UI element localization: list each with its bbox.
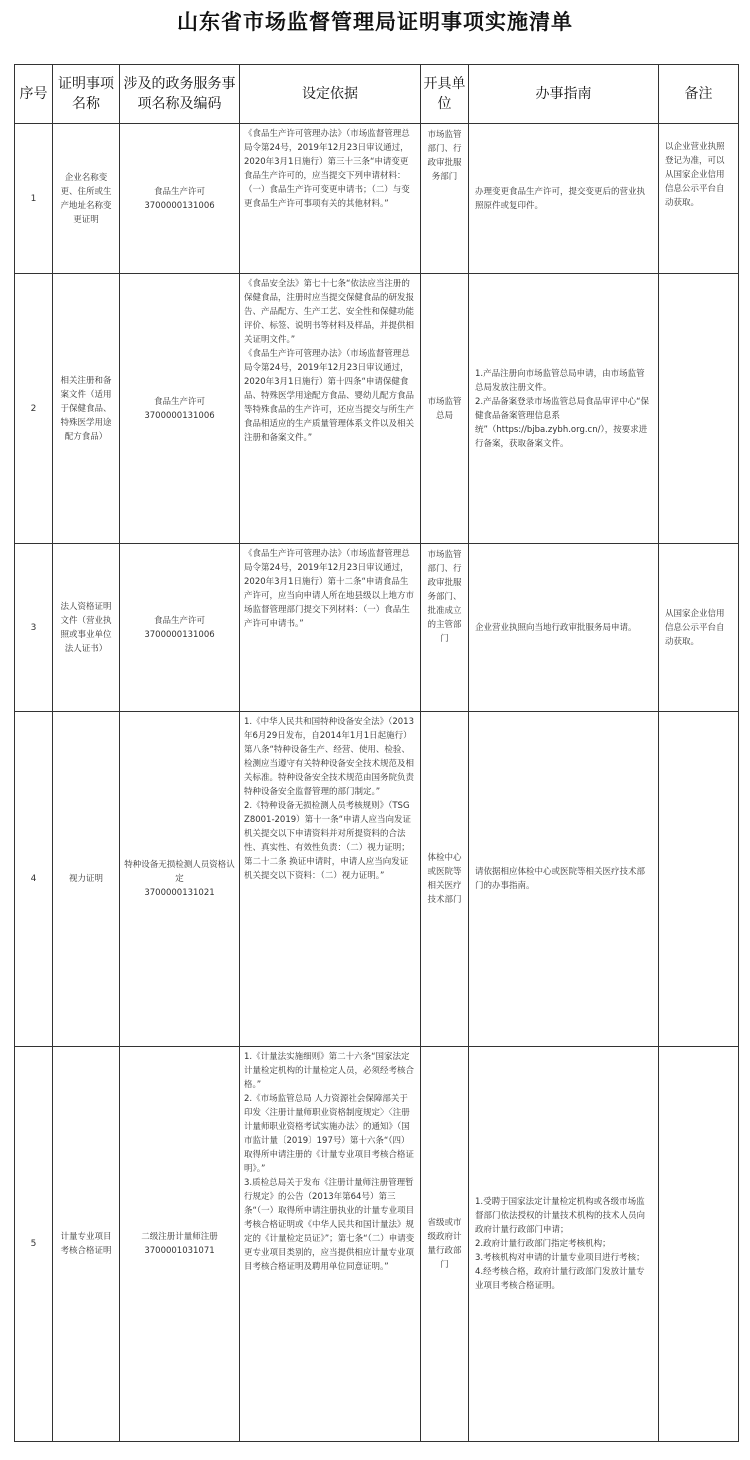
row-basis: 《食品安全法》第七十七条“依法应当注册的保健食品，注册时应当提交保健食品的研发报告、产品配方、生产工艺、安全性和保健功能评价、标签、说明书等材料及样品，并提供相关证明文件。” 《食品生产许可管理办法》（市场监督管理总局令第24号，2019年12月23日审议通过，2020年3月1日施行）第十四条“申请保健食品、特殊医学用途配方食品、婴幼儿配方食品等特殊食品的生产许可，还应当提交与所生产食品相适应的生产质量管理体系文件以及相关注册和备案文件。” <box>240 274 421 544</box>
header-service: 涉及的政务服务事项名称及编码 <box>120 65 240 124</box>
row-guide: 企业营业执照向当地行政审批服务局申请。 <box>469 544 659 712</box>
row-name: 法人资格证明文件（营业执照或事业单位法人证书） <box>53 544 120 712</box>
row-note <box>659 274 739 544</box>
table-row <box>15 124 739 274</box>
row-seq: 1 <box>15 124 53 274</box>
row-basis: 1.《中华人民共和国特种设备安全法》（2013年6月29日发布，自2014年1月1日起施行）第八条“特种设备生产、经营、使用、检验、检测应当遵守有关特种设备安全技术规范及相关标准。特种设备安全技术规范由国务院负责特种设备安全监督管理的部门制定。” 2.《特种设备无损检测人员考核规则》（TSG Z8001-2019）第十一条“申请人应当向发证机关提交以下申请资料并对所提资料的合法性、真实性、有效性负责：（二）视力证明；第二十二条 换证申请时，申请人应当向发证机关提交以下资料：（二）视力证明。” <box>240 712 421 1047</box>
row-basis: 1.《计量法实施细则》第二十六条“国家法定计量检定机构的计量检定人员，必须经考核合格。” 2.《市场监管总局 人力资源社会保障部关于印发〈注册计量师职业资格制度规定〉〈注册计量师职业资格考试实施办法〉的通知》（国市监计量〔2019〕197号）第十六条“（四）取得所申请注册的《计量专业项目考核合格证明》。” 3.质检总局关于发布《注册计量师注册管理暂行规定》的公告（2013年第64号）第三条“（一）取得所申请注册执业的计量专业项目考核合格证明或《中华人民共和国计量法》规定的《计量检定员证》”；第七条“（二）申请变更专业项目类别的，应当提供相应计量专业项目考核合格证明及聘用单位同意证明。” <box>240 1047 421 1442</box>
certificate-list-table <box>14 64 739 1442</box>
row-name: 相关注册和备案文件（适用于保健食品、特殊医学用途配方食品） <box>53 274 120 544</box>
row-basis: 《食品生产许可管理办法》（市场监督管理总局令第24号，2019年12月23日审议通过，2020年3月1日施行）第十二条“申请食品生产许可，应当向申请人所在地县级以上地方市场监督管理部门提交下列材料：（一）食品生产许可申请书。” <box>240 544 421 712</box>
row-name: 计量专业项目考核合格证明 <box>53 1047 120 1442</box>
table-header-row <box>15 65 739 124</box>
row-seq: 4 <box>15 712 53 1047</box>
page-title: 山东省市场监督管理局证明事项实施清单 <box>177 9 573 34</box>
row-guide: 1.受聘于国家法定计量检定机构或各级市场监督部门依法授权的计量技术机构的技术人员向政府计量行政部门申请； 2.政府计量行政部门指定考核机构； 3.考核机构对申请的计量专业项目进行考核； 4.经考核合格，政府计量行政部门发放计量专业项目考核合格证明。 <box>469 1047 659 1442</box>
row-note: 从国家企业信用信息公示平台自动获取。 <box>659 544 739 712</box>
row-guide: 办理变更食品生产许可，提交变更后的营业执照原件或复印件。 <box>469 124 659 274</box>
row-note: 以企业营业执照登记为准，可以从国家企业信用信息公示平台自动获取。 <box>659 124 739 274</box>
table-row <box>15 712 739 1047</box>
row-unit: 市场监管部门、行政审批服务部门、批准成立的主管部门 <box>421 544 469 712</box>
header-unit: 开具单位 <box>421 65 469 124</box>
row-unit: 体检中心或医院等相关医疗技术部门 <box>421 712 469 1047</box>
row-unit: 市场监管部门、行政审批服务部门 <box>421 124 469 274</box>
table-row <box>15 274 739 544</box>
row-seq: 2 <box>15 274 53 544</box>
row-service: 特种设备无损检测人员资格认定 3700000131021 <box>120 712 240 1047</box>
row-name: 视力证明 <box>53 712 120 1047</box>
row-name: 企业名称变更、住所或生产地址名称变更证明 <box>53 124 120 274</box>
row-note <box>659 1047 739 1442</box>
row-seq: 5 <box>15 1047 53 1442</box>
row-seq: 3 <box>15 544 53 712</box>
row-service: 食品生产许可 3700000131006 <box>120 544 240 712</box>
row-unit: 省级或市级政府计量行政部门 <box>421 1047 469 1442</box>
row-note <box>659 712 739 1047</box>
row-guide: 请依据相应体检中心或医院等相关医疗技术部门的办事指南。 <box>469 712 659 1047</box>
header-seq: 序号 <box>15 65 53 124</box>
row-service: 二级注册计量师注册 3700001031071 <box>120 1047 240 1442</box>
header-basis: 设定依据 <box>240 65 421 124</box>
table-row <box>15 1047 739 1442</box>
row-unit: 市场监管总局 <box>421 274 469 544</box>
row-service: 食品生产许可 3700000131006 <box>120 274 240 544</box>
row-basis: 《食品生产许可管理办法》（市场监督管理总局令第24号，2019年12月23日审议通过，2020年3月1日施行）第三十三条“申请变更食品生产许可的，应当提交下列申请材料：（一）食品生产许可变更申请书；（二）与变更食品生产许可事项有关的其他材料。” <box>240 124 421 274</box>
table-row <box>15 544 739 712</box>
row-guide: 1.产品注册向市场监管总局申请，由市场监管总局发放注册文件。 2.产品备案登录市场监管总局食品审评中心“保健食品备案管理信息系统”（https://bjba.zybh.org.cn/），按要求进行备案，获取备案文件。 <box>469 274 659 544</box>
header-guide: 办事指南 <box>469 65 659 124</box>
row-service: 食品生产许可 3700000131006 <box>120 124 240 274</box>
header-name: 证明事项名称 <box>53 65 120 124</box>
header-note: 备注 <box>659 65 739 124</box>
